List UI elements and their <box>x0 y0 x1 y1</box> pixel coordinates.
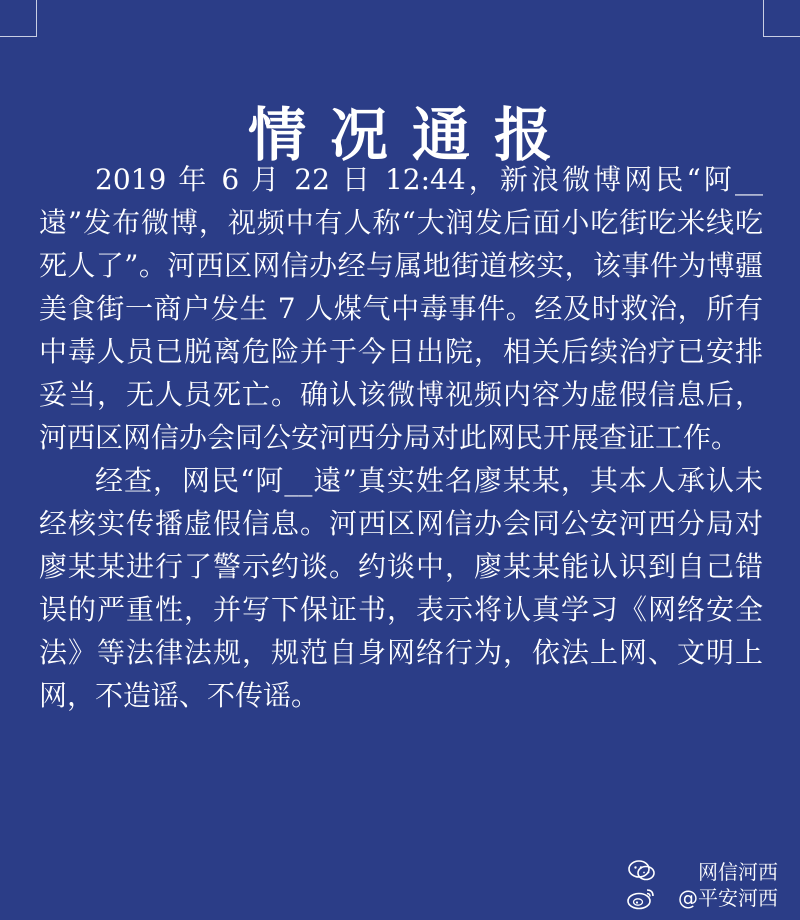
paragraph-1: 2019 年 6 月 22 日 12:44，新浪微博网民“阿__遠”发布微博，视频中有人称“大润发后面小吃街吃米线吃死人了”。河西区网信办经与属地街道核实，该事件为博疆美食街一商户发生 7 人煤气中毒事件。经及时救治，所有中毒人员已脱离危险并于今日出院，相关后续治疗已安排妥当，无人员死亡。确认该微博视频内容为虚假信息后，河西区网信办会同公安河西分局对此网民开展查证工作。 <box>39 163 763 454</box>
wechat-icon <box>628 860 656 882</box>
crop-mark-top-right <box>763 0 800 37</box>
weibo-account-label: @平安河西 <box>678 886 778 910</box>
weibo-icon <box>626 886 656 910</box>
paragraph-2: 经查，网民“阿__遠”真实姓名廖某某，其本人承认未经核实传播虚假信息。河西区网信办会同公安河西分局对廖某某进行了警示约谈。约谈中，廖某某能认识到自己错误的严重性，并写下保证书，表示将认真学习《网络安全法》等法律法规，规范自身网络行为，依法上网、文明上网，不造谣、不传谣。 <box>39 464 763 712</box>
notice-body <box>39 158 763 717</box>
page-title: 情况通报 <box>247 100 576 169</box>
crop-mark-top-left <box>0 0 37 37</box>
wechat-account-label: 网信河西 <box>698 860 778 884</box>
watermark <box>628 854 778 914</box>
